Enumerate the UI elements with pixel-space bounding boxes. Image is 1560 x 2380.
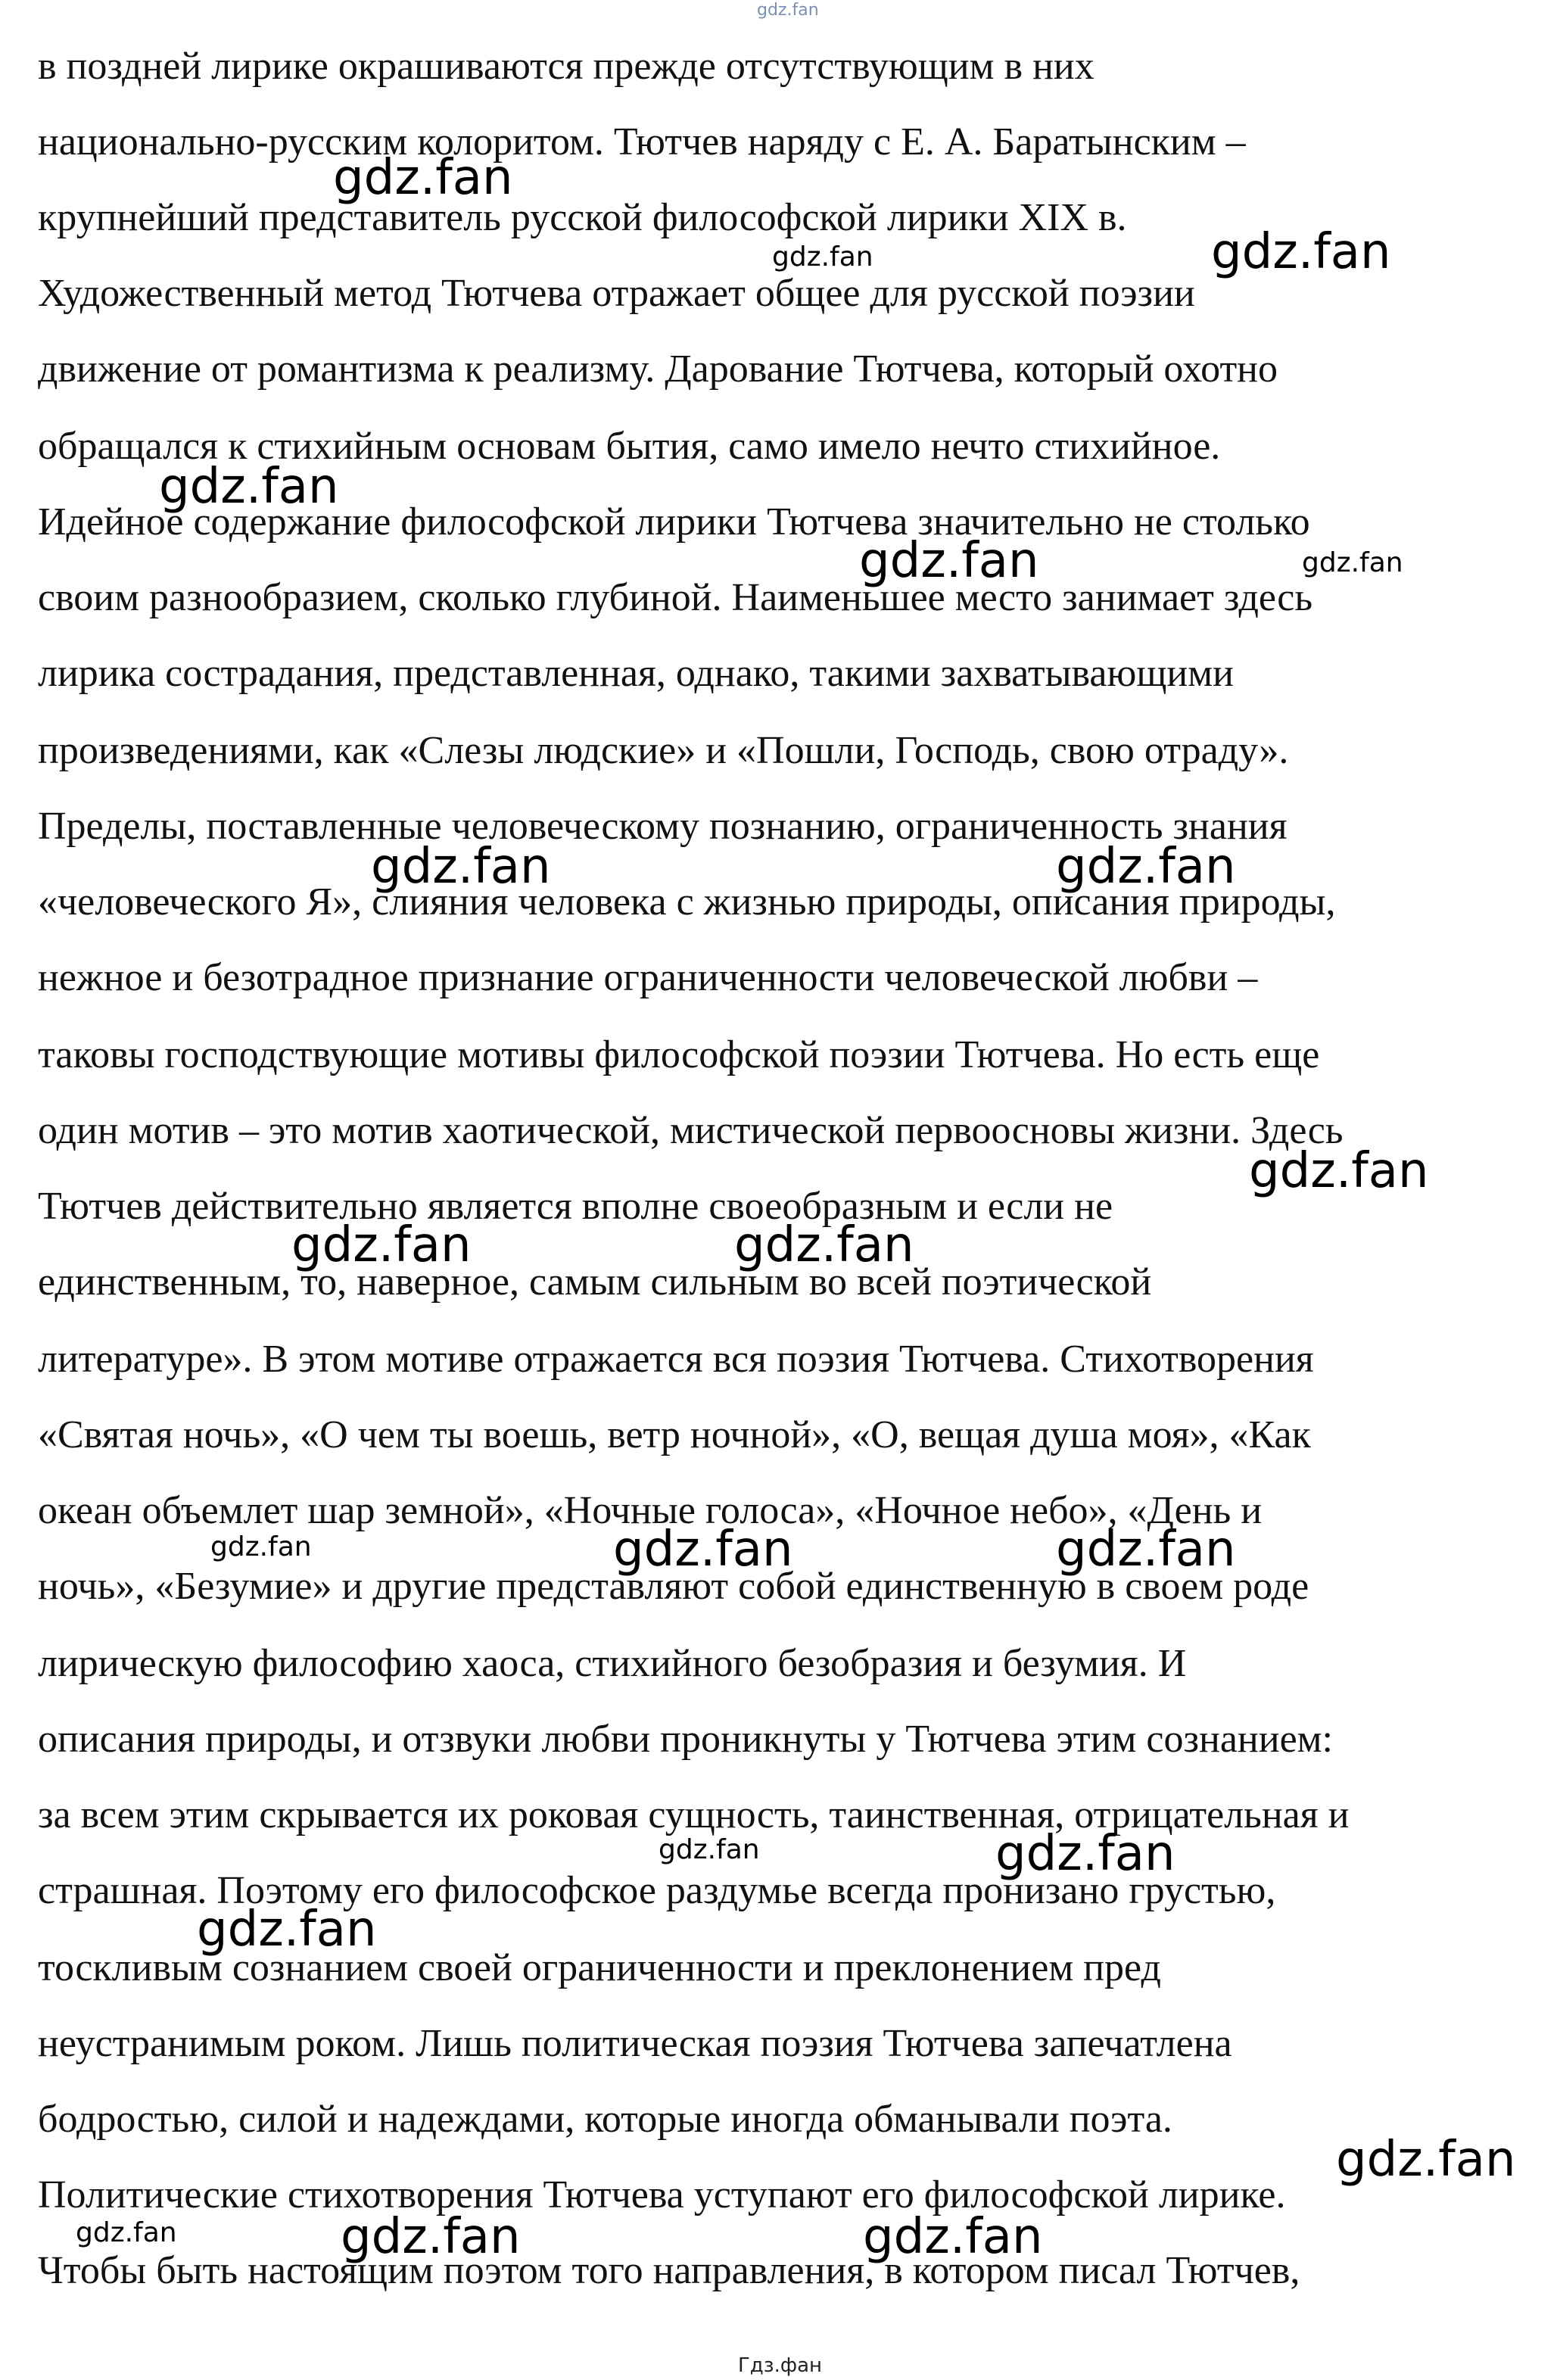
text-line-7: Идейное содержание философской лирики Тютчева значительно не столько: [38, 500, 1310, 544]
text-line-27: неустранимым роком. Лишь политическая поэзия Тютчева запечатлена: [38, 2022, 1232, 2065]
watermark: gdz.fan: [1336, 2132, 1516, 2188]
text-line-15: один мотив – это мотив хаотической, мистической первоосновы жизни. Здесь: [38, 1109, 1344, 1152]
text-line-4: Художественный метод Тютчева отражает общее для русской поэзии: [38, 272, 1195, 315]
watermark: gdz.fan: [859, 533, 1039, 589]
footer-label: Гдз.фан: [737, 2354, 823, 2377]
text-line-5: движение от романтизма к реализму. Дарование Тютчева, который охотно: [38, 347, 1278, 391]
text-line-12: «человеческого Я», слияния человека с жизнью природы, описания природы,: [38, 880, 1336, 924]
text-line-11: Пределы, поставленные человеческому познанию, ограниченность знания: [38, 805, 1288, 848]
text-line-30: Чтобы быть настоящим поэтом того направления, в котором писал Тютчев,: [38, 2249, 1300, 2292]
watermark: gdz.fan: [371, 839, 551, 895]
text-line-6: обращался к стихийным основам бытия, само имело нечто стихийное.: [38, 425, 1221, 468]
watermark: gdz.fan: [1056, 839, 1236, 895]
watermark: gdz.fan: [659, 1834, 760, 1865]
text-line-1: в поздней лирике окрашиваются прежде отсутствующим в них: [38, 45, 1094, 88]
text-line-16: Тютчев действительно является вполне своеобразным и если не: [38, 1185, 1113, 1228]
watermark: gdz.fan: [613, 1522, 793, 1578]
watermark: gdz.fan: [1249, 1143, 1429, 1199]
watermark: gdz.fan: [159, 459, 339, 515]
text-line-22: лирическую философию хаоса, стихийного безобразия и безумия. И: [38, 1642, 1187, 1685]
watermark: gdz.fan: [734, 1217, 914, 1273]
watermark: gdz.fan: [333, 150, 513, 206]
text-line-14: таковы господствующие мотивы философской поэзии Тютчева. Но есть еще: [38, 1033, 1320, 1076]
text-line-24: за всем этим скрывается их роковая сущность, таинственная, отрицательная и: [38, 1793, 1350, 1836]
watermark: gdz.fan: [1211, 224, 1391, 280]
text-line-17: единственным, то, наверное, самым сильным во всей поэтической: [38, 1260, 1152, 1304]
text-line-20: океан объемлет шар земной», «Ночные голоса», «Ночное небо», «День и: [38, 1489, 1263, 1532]
watermark: gdz.fan: [1056, 1522, 1236, 1578]
watermark: gdz.fan: [291, 1217, 472, 1273]
watermark: gdz.fan: [1302, 547, 1403, 578]
text-line-25: страшная. Поэтому его философское раздумье всегда пронизано грустью,: [38, 1869, 1276, 1912]
text-line-18: литературе». В этом мотиве отражается вся поэзия Тютчева. Стихотворения: [38, 1338, 1314, 1381]
watermark: gdz.fan: [341, 2209, 521, 2265]
text-line-29: Политические стихотворения Тютчева уступают его философской лирике.: [38, 2173, 1286, 2216]
text-line-21: ночь», «Безумие» и другие представляют собой единственную в своем роде: [38, 1565, 1309, 1608]
text-line-8: своим разнообразием, сколько глубиной. Наименьшее место занимает здесь: [38, 576, 1313, 619]
watermark: gdz.fan: [995, 1826, 1175, 1882]
watermark: gdz.fan: [863, 2209, 1043, 2265]
text-line-28: бодростью, силой и надеждами, которые иногда обманывали поэта.: [38, 2098, 1172, 2141]
text-line-2: национально-русским колоритом. Тютчев наряду с Е. А. Баратынским –: [38, 120, 1246, 164]
watermark: gdz.fan: [210, 1531, 312, 1562]
text-line-9: лирика сострадания, представленная, однако, такими захватывающими: [38, 652, 1234, 695]
watermark: gdz.fan: [197, 1902, 377, 1958]
watermark-top-tiny: gdz.fan: [757, 1, 819, 20]
text-line-10: произведениями, как «Слезы людские» и «Пошли, Господь, свою отраду».: [38, 729, 1289, 772]
watermark: gdz.fan: [772, 241, 873, 273]
text-line-3: крупнейший представитель русской философской лирики XIX в.: [38, 196, 1127, 239]
text-line-19: «Святая ночь», «О чем ты воешь, ветр ночной», «О, вещая душа моя», «Как: [38, 1413, 1311, 1456]
text-line-23: описания природы, и отзвуки любви проникнуты у Тютчева этим сознанием:: [38, 1718, 1333, 1761]
text-line-26: тоскливым сознанием своей ограниченности и преклонением пред: [38, 1946, 1161, 1989]
watermark: gdz.fan: [76, 2217, 177, 2248]
text-line-13: нежное и безотрадное признание ограниченности человеческой любви –: [38, 956, 1258, 999]
